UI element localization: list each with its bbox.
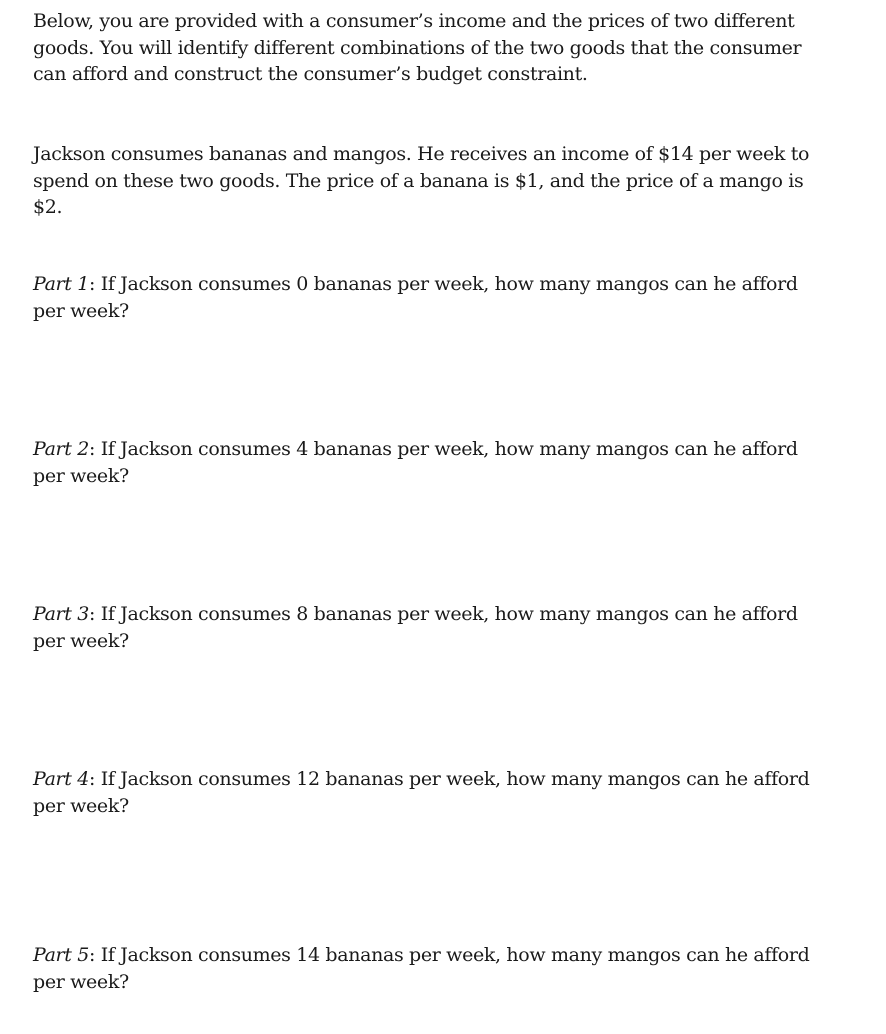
part-label: Part 4 <box>33 768 90 790</box>
part-label: Part 2 <box>33 438 90 460</box>
question-part-5 <box>33 942 833 995</box>
question-part-3 <box>33 601 833 654</box>
question-part-1 <box>33 271 833 324</box>
question-text: : If Jackson consumes 12 bananas per week, how many mangos can he afford per week? <box>33 768 810 817</box>
part-label: Part 1 <box>33 273 90 295</box>
question-part-2 <box>33 436 833 489</box>
question-text: : If Jackson consumes 14 bananas per week, how many mangos can he afford per week? <box>33 944 810 993</box>
question-part-4 <box>33 766 833 819</box>
part-label: Part 5 <box>33 944 90 966</box>
scenario-paragraph: Jackson consumes bananas and mangos. He receives an income of $14 per week to spend on these two goods. The price of a banana is $1, and the price of a mango is $2. <box>33 143 810 218</box>
question-text: : If Jackson consumes 0 bananas per week, how many mangos can he afford per week? <box>33 273 798 322</box>
question-text: : If Jackson consumes 4 bananas per week, how many mangos can he afford per week? <box>33 438 798 487</box>
question-text: : If Jackson consumes 8 bananas per week, how many mangos can he afford per week? <box>33 603 798 652</box>
part-label: Part 3 <box>33 603 90 625</box>
intro-paragraph: Below, you are provided with a consumer’s income and the prices of two different goods. You will identify different combinations of the two goods that the consumer can afford and construct the consumer’s budget constraint. <box>33 10 802 85</box>
